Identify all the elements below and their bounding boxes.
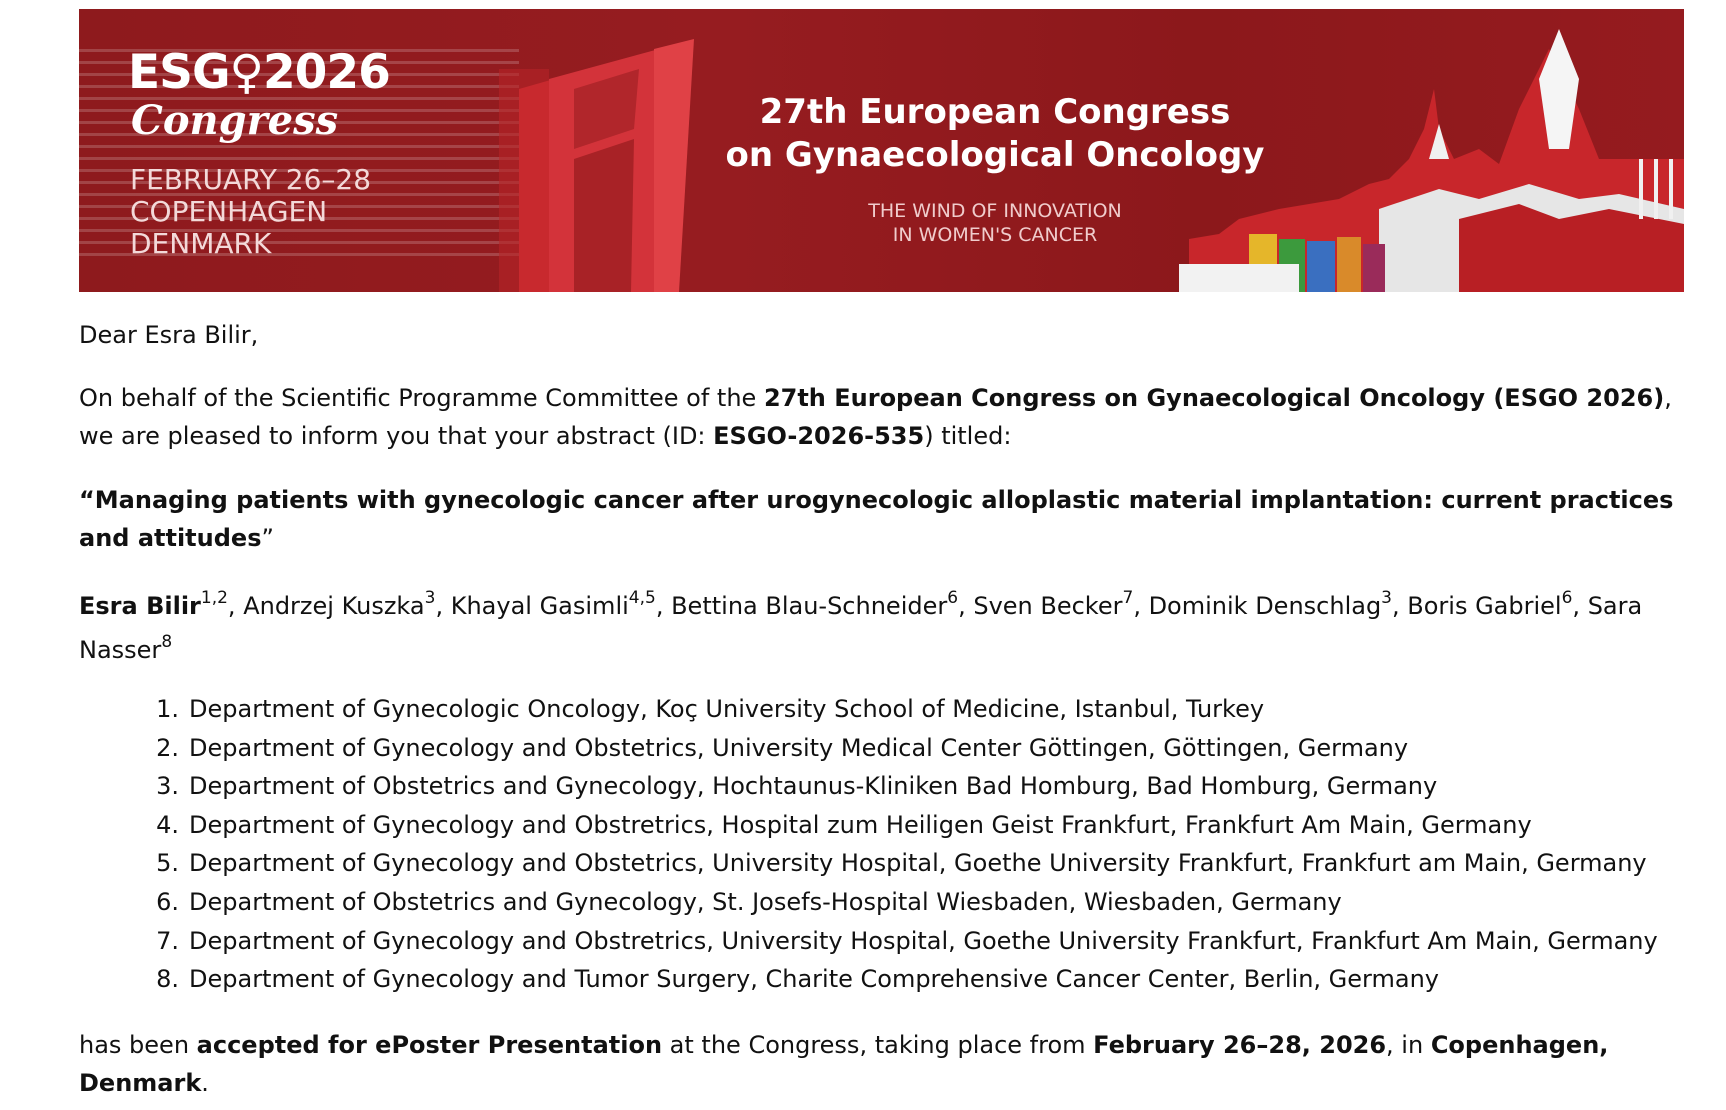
author-separator: , — [1572, 592, 1588, 620]
author-separator: , — [435, 592, 451, 620]
author-affiliation-ref: 6 — [947, 588, 959, 608]
affiliation-item — [79, 767, 1689, 806]
congress-location: Copenhagen, Denmark — [79, 1031, 1609, 1097]
intro-paragraph — [79, 379, 1689, 455]
acceptance-status: accepted for ePoster Presentation — [196, 1031, 663, 1059]
affiliation-item — [79, 883, 1689, 922]
author-separator: , — [655, 592, 672, 620]
close-quote: ” — [261, 524, 274, 552]
affiliation-text: Department of Gynecology and Obstetrics, University Medical Center Göttingen, Göttingen, Germany — [189, 733, 1409, 762]
abstract-id: ESGO-2026-535 — [713, 422, 925, 450]
author-name: Bettina Blau-Schneider — [671, 592, 948, 620]
affiliation-list — [79, 690, 1689, 999]
congress-logo-text: Congress — [131, 97, 339, 144]
author-affiliation-ref: 3 — [424, 588, 436, 608]
esgo-logo: ESG♀2026 — [128, 45, 390, 100]
affiliation-text: Department of Gynecology and Obstretrics, University Hospital, Goethe University Frankfurt, Frankfurt Am Main, Germany — [189, 926, 1658, 955]
affiliation-text: Department of Gynecology and Tumor Surgery, Charite Comprehensive Cancer Center, Berlin, Germany — [189, 965, 1439, 994]
affiliation-number: 3. — [156, 772, 179, 801]
affiliation-text: Department of Obstetrics and Gynecology, St. Josefs-Hospital Wiesbaden, Wiesbaden, Germany — [189, 887, 1342, 916]
greeting: Dear Esra Bilir, — [79, 321, 259, 349]
intro-text-2: , we are pleased to inform you that your abstract (ID: — [79, 384, 1672, 450]
congress-title-line-2: on Gynaecological Oncology — [725, 135, 1265, 175]
affiliation-item — [79, 729, 1689, 768]
affiliation-number: 6. — [156, 887, 179, 916]
event-country: DENMARK — [130, 227, 272, 260]
tagline-line-1: THE WIND OF INNOVATION — [868, 200, 1122, 222]
congress-title-line-1: 27th European Congress — [759, 92, 1231, 132]
author-separator: , — [1392, 592, 1408, 620]
affiliation-number: 5. — [156, 849, 179, 878]
closing-text-4: . — [201, 1069, 209, 1097]
congress-title — [665, 91, 1325, 177]
event-city: COPENHAGEN — [130, 195, 328, 228]
author-separator: , — [1133, 592, 1149, 620]
affiliation-item — [79, 922, 1689, 961]
affiliation-item — [79, 806, 1689, 845]
author-name: Esra Bilir — [79, 592, 201, 620]
tagline-line-2: IN WOMEN'S CANCER — [892, 224, 1098, 246]
closing-text-1: has been — [79, 1031, 197, 1059]
affiliation-text: Department of Obstetrics and Gynecology, Hochtaunus-Kliniken Bad Homburg, Bad Homburg, Germany — [189, 772, 1438, 801]
affiliation-number: 8. — [156, 965, 179, 994]
author-list — [79, 584, 1689, 672]
closing-text-2: at the Congress, taking place from — [662, 1031, 1094, 1059]
affiliation-item — [79, 960, 1689, 999]
affiliation-text: Department of Gynecology and Obstetrics, University Hospital, Goethe University Frankfurt, Frankfurt am Main, Germany — [189, 849, 1647, 878]
intro-text-3: ) titled: — [924, 422, 1012, 450]
author-affiliation-ref: 7 — [1122, 588, 1134, 608]
affiliation-number: 4. — [156, 810, 179, 839]
author-affiliation-ref: 4,5 — [628, 588, 656, 608]
author-name: Khayal Gasimli — [450, 592, 629, 620]
affiliation-text: Department of Gynecology and Obstretrics, Hospital zum Heiligen Geist Frankfurt, Frankfurt Am Main, Germany — [189, 810, 1532, 839]
affiliation-number: 2. — [156, 733, 179, 762]
abstract-title — [79, 481, 1689, 557]
affiliation-item — [79, 690, 1689, 729]
author-name: Sara Nasser — [79, 592, 1643, 664]
intro-text-1: On behalf of the Scientific Programme Committee of the — [79, 384, 764, 412]
author-separator: , — [958, 592, 974, 620]
author-name: Andrzej Kuszka — [243, 592, 425, 620]
affiliation-item — [79, 844, 1689, 883]
closing-text-3: , in — [1386, 1031, 1431, 1059]
affiliation-text: Department of Gynecologic Oncology, Koç University School of Medicine, Istanbul, Turkey — [189, 695, 1265, 723]
open-quote: “ — [79, 486, 95, 514]
congress-dates: February 26–28, 2026 — [1093, 1031, 1387, 1059]
congress-tagline — [845, 199, 1145, 247]
author-name: Boris Gabriel — [1407, 592, 1562, 620]
affiliation-number: 1. — [156, 695, 179, 723]
author-affiliation-ref: 8 — [161, 632, 173, 652]
congress-banner — [79, 9, 1684, 292]
event-date-location — [130, 164, 371, 260]
author-affiliation-ref: 1,2 — [200, 588, 228, 608]
acceptance-paragraph — [79, 1026, 1689, 1102]
author-separator: , — [227, 592, 244, 620]
author-affiliation-ref: 6 — [1561, 588, 1573, 608]
author-name: Dominik Denschlag — [1148, 592, 1382, 620]
affiliation-number: 7. — [156, 926, 179, 955]
author-affiliation-ref: 3 — [1381, 588, 1392, 608]
congress-name: 27th European Congress on Gynaecological Oncology (ESGO 2026) — [763, 384, 1665, 412]
abstract-title-text: Managing patients with gynecologic cancer after urogynecologic alloplastic material implantation: current practices and attitudes — [79, 486, 1674, 552]
author-name: Sven Becker — [973, 592, 1123, 620]
event-date: FEBRUARY 26–28 — [130, 163, 372, 196]
